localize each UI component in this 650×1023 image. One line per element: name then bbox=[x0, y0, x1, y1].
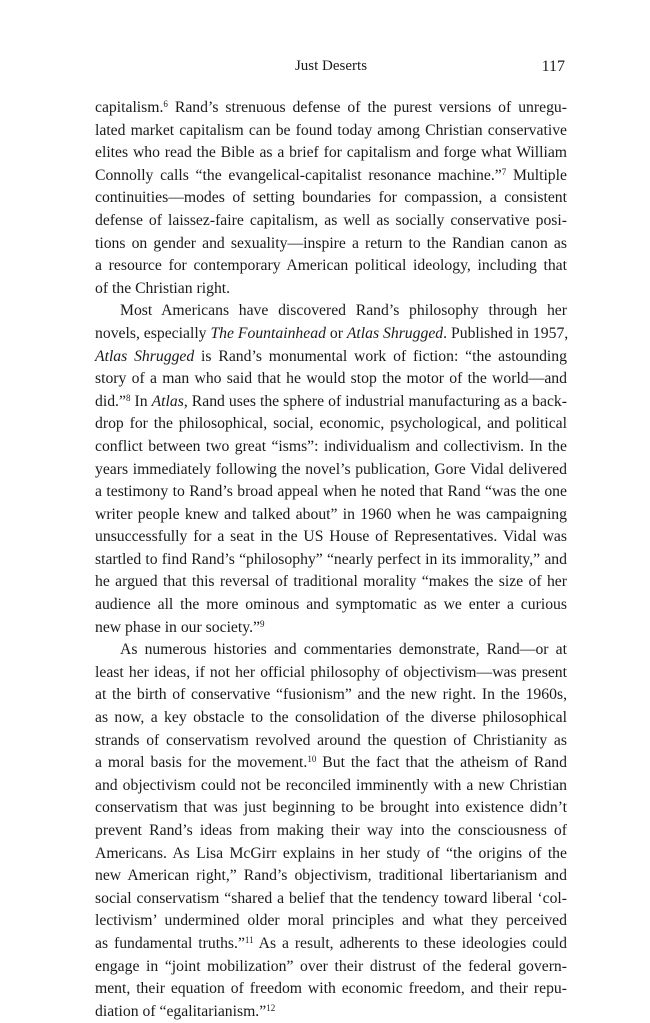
text-line bbox=[95, 707, 567, 730]
text-line bbox=[95, 865, 567, 888]
italic-title: Atlas bbox=[151, 392, 184, 410]
footnote-ref: 9 bbox=[259, 618, 265, 629]
text-line bbox=[95, 730, 567, 753]
text-run: , Rand uses the sphere of industrial manufacturing as a back- bbox=[183, 392, 567, 410]
text-run: continuities—modes of setting boundaries for compassion, a consistent bbox=[95, 189, 567, 207]
text-line bbox=[95, 278, 567, 301]
text-run: years immediately following the novel’s publication, Gore Vidal delivered bbox=[95, 460, 567, 478]
text-run: or bbox=[325, 324, 347, 342]
text-run: story of a man who said that he would stop the motor of the world—and bbox=[95, 370, 567, 388]
text-line bbox=[95, 639, 567, 662]
footnote-ref: 12 bbox=[266, 1002, 276, 1013]
text-line bbox=[95, 165, 567, 188]
footnote-ref: 6 bbox=[163, 99, 168, 110]
body-text bbox=[95, 97, 567, 1023]
text-line bbox=[95, 300, 567, 323]
text-line bbox=[95, 571, 567, 594]
text-line bbox=[95, 210, 567, 233]
page-number: 117 bbox=[541, 58, 565, 75]
text-run: tions on gender and sexuality—inspire a return to the Randian canon as bbox=[95, 234, 567, 252]
text-run: . Published in 1957, bbox=[443, 324, 569, 342]
text-run: prevent Rand’s ideas from making their way into the consciousness of bbox=[95, 822, 567, 839]
text-run: Multiple bbox=[506, 166, 567, 184]
text-line bbox=[95, 120, 567, 143]
text-run: novels, especially bbox=[95, 324, 211, 342]
text-run: audience all the more ominous and symptomatic as we enter a curious bbox=[95, 596, 567, 614]
text-line bbox=[95, 843, 567, 866]
text-run: diation of “egalitarianism.” bbox=[95, 1002, 267, 1020]
text-line bbox=[95, 391, 567, 414]
text-run: as now, a key obstacle to the consolidation of the diverse philosophical bbox=[95, 709, 567, 727]
text-run: unsuccessfully for a seat in the US House of Representatives. Vidal was bbox=[95, 528, 567, 546]
text-run: engage in “joint mobilization” over their distrust of the federal govern- bbox=[95, 957, 567, 975]
text-run: lectivism’ undermined older moral principles and what they perceived bbox=[95, 912, 567, 930]
text-line bbox=[95, 617, 567, 640]
text-line bbox=[95, 255, 567, 278]
text-run: conservatism that was just beginning to be brought into existence didn’t bbox=[95, 799, 567, 817]
text-line bbox=[95, 775, 567, 798]
text-run: conflict between two great “isms”: individualism and collectivism. In the bbox=[95, 437, 567, 455]
text-run: a testimony to Rand’s broad appeal when he noted that Rand “was the one bbox=[95, 483, 567, 501]
text-run: In bbox=[130, 392, 152, 410]
text-run: strands of conservatism revolved around the question of Christianity as bbox=[95, 731, 567, 749]
text-line bbox=[95, 368, 567, 391]
text-run: Connolly calls “the evangelical-capitalist resonance machine.” bbox=[95, 166, 502, 184]
text-run: capitalism. bbox=[95, 99, 164, 116]
footnote-ref: 8 bbox=[125, 392, 131, 403]
text-run: elites who read the Bible as a brief for capitalism and forge what William bbox=[95, 144, 567, 162]
text-run: he argued that this reversal of traditional morality “makes the size of her bbox=[95, 573, 567, 591]
text-line bbox=[95, 752, 567, 775]
text-line bbox=[95, 888, 567, 911]
text-run: defense of laissez-faire capitalism, as well as socially conservative posi- bbox=[95, 211, 567, 229]
text-run: writer people knew and talked about” in 1960 when he was campaigning bbox=[95, 505, 567, 523]
text-line bbox=[95, 436, 567, 459]
text-run: is Rand’s monumental work of fiction: “the astounding bbox=[194, 347, 567, 365]
text-line bbox=[95, 346, 567, 369]
footnote-ref: 7 bbox=[501, 166, 507, 177]
text-line bbox=[95, 187, 567, 210]
text-line bbox=[95, 504, 567, 527]
text-run: and objectivism could not be reconciled imminently with a new Christian bbox=[95, 776, 567, 794]
text-run: Rand’s strenuous defense of the purest versions of unregu- bbox=[167, 99, 567, 116]
text-line bbox=[95, 594, 567, 617]
italic-title: Atlas Shrugged bbox=[346, 324, 444, 342]
text-run: new phase in our society.” bbox=[95, 618, 260, 636]
text-run: least her ideas, if not her official philosophy of objectivism—was present bbox=[95, 663, 567, 681]
text-run: a moral basis for the movement. bbox=[95, 754, 308, 772]
text-run: a resource for contemporary American political ideology, including that bbox=[95, 257, 567, 275]
text-run: social conservatism “shared a belief that the tendency toward liberal ‘col- bbox=[95, 889, 567, 907]
text-run: ment, their equation of freedom with economic freedom, and their repu- bbox=[95, 980, 567, 998]
text-line bbox=[95, 413, 567, 436]
text-line bbox=[95, 233, 567, 256]
text-line bbox=[95, 684, 567, 707]
text-run: new American right,” Rand’s objectivism, traditional libertarianism and bbox=[95, 867, 567, 885]
text-run: startled to find Rand’s “philosophy” “nearly perfect in its immorality,” and bbox=[95, 550, 567, 568]
text-run: did.” bbox=[95, 392, 126, 410]
text-line bbox=[95, 933, 567, 956]
paragraph bbox=[95, 639, 567, 1023]
text-line bbox=[95, 978, 567, 1001]
text-line bbox=[95, 481, 567, 504]
text-run: As a result, adherents to these ideologies could bbox=[253, 934, 567, 952]
running-header bbox=[95, 58, 567, 82]
running-title: Just Deserts bbox=[294, 58, 368, 74]
text-run: Most Americans have discovered Rand’s philosophy through her bbox=[120, 302, 567, 320]
text-line bbox=[95, 142, 567, 165]
text-line bbox=[95, 97, 567, 120]
text-run: as fundamental truths.” bbox=[95, 934, 245, 952]
text-line bbox=[95, 526, 567, 549]
text-run: of the Christian right. bbox=[95, 279, 231, 297]
text-line bbox=[95, 323, 567, 346]
text-run: drop for the philosophical, social, economic, psychological, and political bbox=[95, 415, 567, 433]
text-run: But the fact that the atheism of Rand bbox=[316, 754, 567, 772]
footnote-ref: 10 bbox=[307, 754, 317, 765]
text-line bbox=[95, 459, 567, 482]
text-line bbox=[95, 549, 567, 572]
text-line bbox=[95, 797, 567, 820]
text-line bbox=[95, 1001, 567, 1023]
text-line bbox=[95, 662, 567, 685]
text-line bbox=[95, 820, 567, 843]
text-run: at the birth of conservative “fusionism” and the new right. In the 1960s, bbox=[95, 686, 567, 704]
text-run: lated market capitalism can be found today among Christian conservative bbox=[95, 121, 567, 139]
footnote-ref: 11 bbox=[244, 935, 254, 946]
text-run: As numerous histories and commentaries demonstrate, Rand—or at bbox=[120, 641, 567, 659]
paragraph bbox=[95, 97, 567, 300]
italic-title: The Fountainhead bbox=[210, 324, 326, 342]
text-run: Americans. As Lisa McGirr explains in her study of “the origins of the bbox=[95, 844, 567, 862]
paragraph bbox=[95, 300, 567, 639]
italic-title: Atlas Shrugged bbox=[95, 347, 195, 365]
text-line bbox=[95, 910, 567, 933]
